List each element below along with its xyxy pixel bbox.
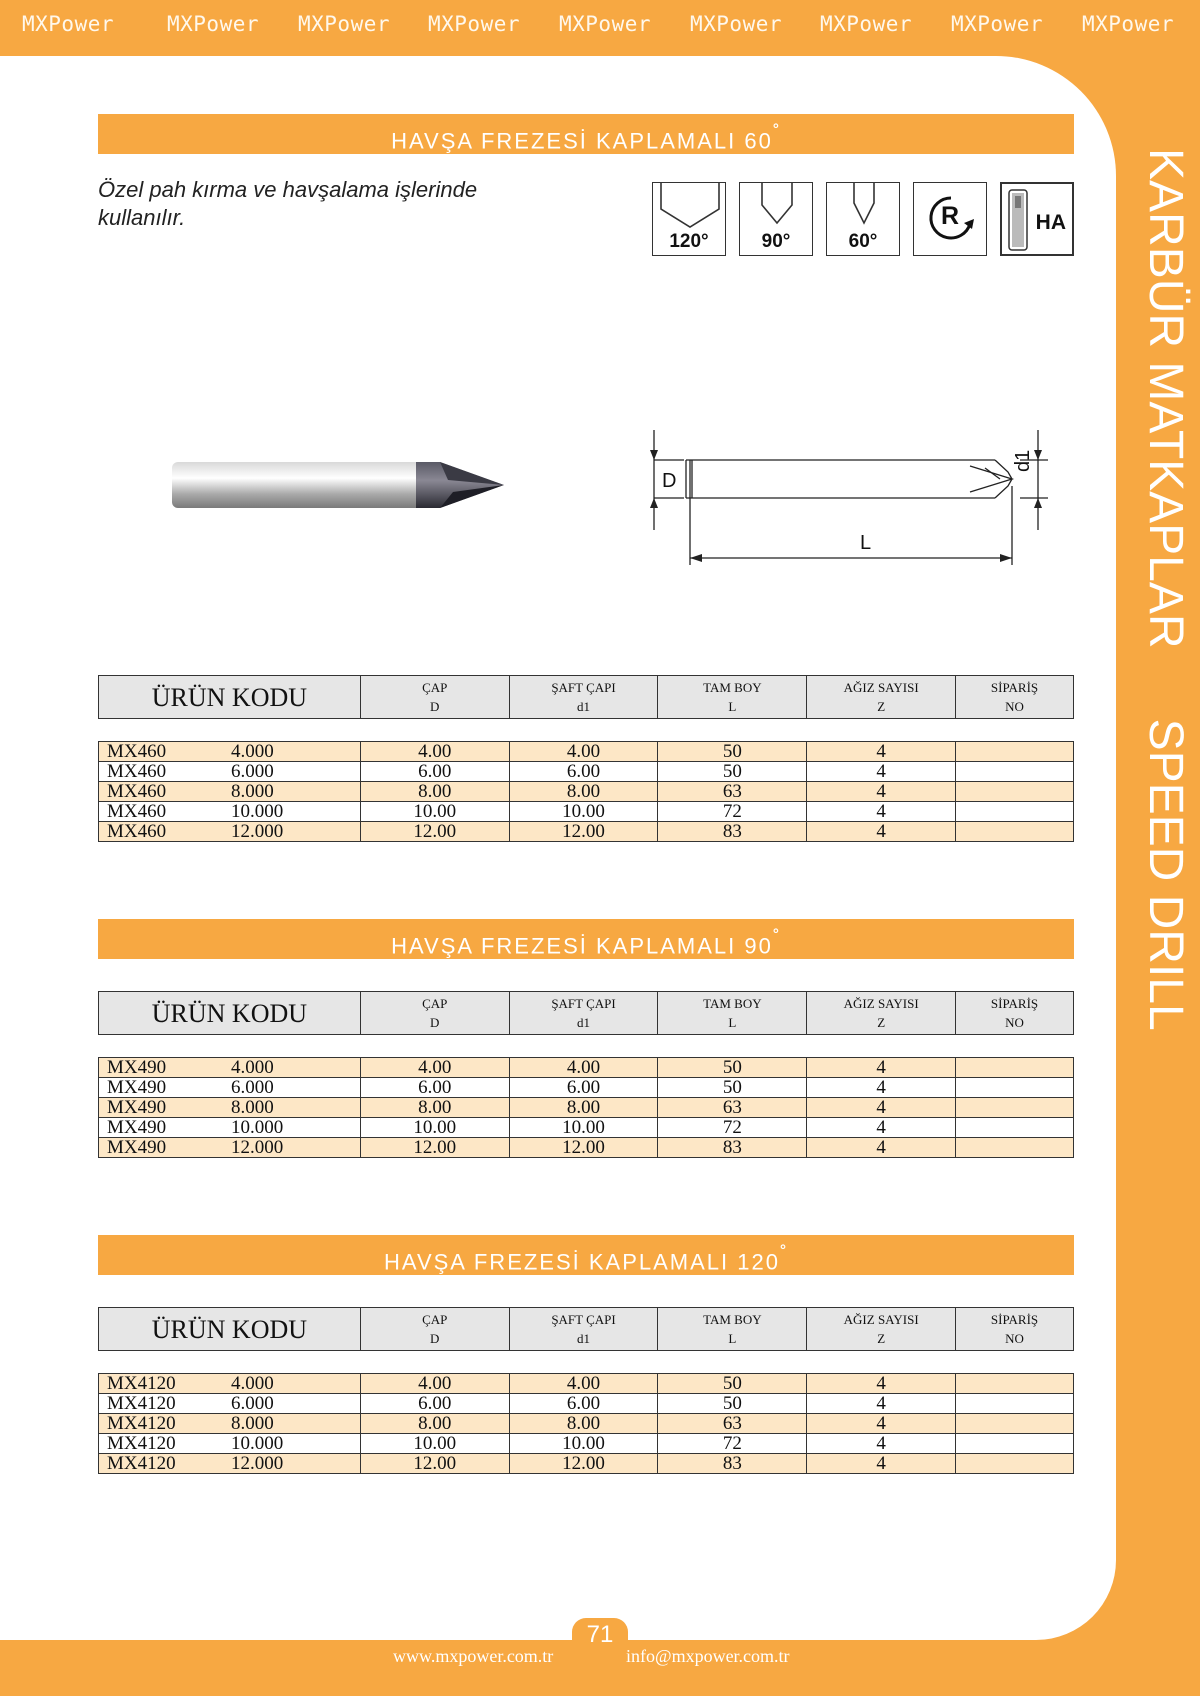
header-product-code: ÜRÜN KODU — [99, 676, 361, 719]
header-shank-diameter — [509, 1308, 658, 1351]
length-cell: 83 — [658, 1138, 807, 1158]
product-code: MX490 — [107, 1137, 167, 1158]
header-line: ŞAFT ÇAPI — [551, 996, 616, 1011]
header-flutes — [807, 676, 956, 719]
order-no-cell[interactable] — [956, 1414, 1074, 1434]
website-link[interactable]: www.mxpower.com.tr — [393, 1646, 554, 1666]
flutes-cell: 4 — [807, 1138, 956, 1158]
page-number: 71 — [572, 1618, 628, 1648]
shank-cell: 12.00 — [509, 822, 658, 842]
table-row — [99, 1414, 1074, 1434]
flutes-cell: 4 — [807, 782, 956, 802]
dimension-diagram — [640, 420, 1060, 570]
product-size: 12.000 — [231, 821, 284, 842]
table-row — [99, 782, 1074, 802]
product-code-cell — [99, 1374, 361, 1394]
header-line: L — [728, 699, 737, 714]
diameter-cell: 6.00 — [360, 1394, 509, 1414]
diameter-cell: 8.00 — [360, 1098, 509, 1118]
side-banner-category: KARBÜR MATKAPLAR — [1139, 148, 1192, 649]
length-cell: 50 — [658, 1058, 807, 1078]
header-line: Z — [877, 699, 886, 714]
order-no-cell[interactable] — [956, 762, 1074, 782]
length-cell: 83 — [658, 822, 807, 842]
header-shank-diameter — [509, 992, 658, 1035]
product-code-cell — [99, 1454, 361, 1474]
section-title-90 — [98, 919, 1074, 959]
header-line: d1 — [577, 1015, 591, 1030]
order-no-cell[interactable] — [956, 1138, 1074, 1158]
diameter-cell: 6.00 — [360, 762, 509, 782]
product-code-cell — [99, 1434, 361, 1454]
order-no-cell[interactable] — [956, 1078, 1074, 1098]
flutes-cell: 4 — [807, 802, 956, 822]
product-size: 4.000 — [231, 741, 274, 762]
table-row — [99, 1394, 1074, 1414]
brand-text: MXPower — [167, 12, 260, 36]
length-cell: 72 — [658, 1118, 807, 1138]
header-line: AĞIZ SAYISI — [843, 996, 919, 1011]
section-title-60 — [98, 114, 1074, 154]
product-code-cell — [99, 802, 361, 822]
table-row — [99, 1374, 1074, 1394]
header-line: AĞIZ SAYISI — [843, 1312, 919, 1327]
table-row — [99, 1434, 1074, 1454]
product-code: MX4120 — [107, 1413, 176, 1434]
flutes-cell: 4 — [807, 1118, 956, 1138]
diameter-cell: 10.00 — [360, 1434, 509, 1454]
section-title-text: HAVŞA FREZESİ KAPLAMALI 90 — [391, 933, 773, 959]
angle-60-icon — [826, 182, 900, 256]
product-size: 10.000 — [231, 1117, 284, 1138]
flutes-cell: 4 — [807, 1394, 956, 1414]
degree-mark: ° — [779, 1242, 788, 1259]
product-code: MX4120 — [107, 1433, 176, 1454]
product-code: MX4120 — [107, 1393, 176, 1414]
flutes-cell: 4 — [807, 1058, 956, 1078]
angle-90-icon — [739, 182, 813, 256]
flutes-cell: 4 — [807, 1414, 956, 1434]
email-link[interactable]: info@mxpower.com.tr — [626, 1646, 790, 1666]
diameter-cell: 10.00 — [360, 802, 509, 822]
header-line: D — [430, 699, 440, 714]
header-line: D — [430, 1015, 440, 1030]
section-title-text: HAVŞA FREZESİ KAPLAMALI 60 — [391, 128, 773, 154]
product-code: MX490 — [107, 1117, 167, 1138]
product-size: 8.000 — [231, 781, 274, 802]
table-header-row — [99, 992, 1074, 1035]
length-cell: 72 — [658, 1434, 807, 1454]
diameter-cell: 8.00 — [360, 1414, 509, 1434]
shank-ha-icon — [1000, 182, 1074, 256]
product-code-cell — [99, 822, 361, 842]
product-code-cell — [99, 1394, 361, 1414]
product-size: 6.000 — [231, 761, 274, 782]
product-size: 10.000 — [231, 1433, 284, 1454]
header-diameter — [360, 676, 509, 719]
header-flutes — [807, 992, 956, 1035]
order-no-cell[interactable] — [956, 1454, 1074, 1474]
brand-text: MXPower — [1082, 12, 1175, 36]
angle-90-label: 90° — [761, 231, 791, 252]
table-row — [99, 762, 1074, 782]
order-no-cell[interactable] — [956, 1434, 1074, 1454]
header-diameter — [360, 1308, 509, 1351]
product-code-cell — [99, 762, 361, 782]
degree-mark: ° — [772, 121, 781, 138]
length-cell: 63 — [658, 1414, 807, 1434]
product-code-cell — [99, 742, 361, 762]
flutes-cell: 4 — [807, 762, 956, 782]
flutes-cell: 4 — [807, 1374, 956, 1394]
shank-cell: 8.00 — [509, 1414, 658, 1434]
diameter-cell: 8.00 — [360, 782, 509, 802]
header-line: AĞIZ SAYISI — [843, 680, 919, 695]
section-title-120 — [98, 1235, 1074, 1275]
length-cell: 50 — [658, 742, 807, 762]
flutes-cell: 4 — [807, 1454, 956, 1474]
shank-cell: 10.00 — [509, 802, 658, 822]
order-no-cell[interactable] — [956, 822, 1074, 842]
header-line: ÇAP — [422, 1312, 448, 1327]
header-product-code: ÜRÜN KODU — [99, 1308, 361, 1351]
header-line: ÇAP — [422, 680, 448, 695]
header-line: ÇAP — [422, 996, 448, 1011]
diameter-cell: 12.00 — [360, 1138, 509, 1158]
product-code: MX490 — [107, 1077, 167, 1098]
table-row — [99, 1454, 1074, 1474]
header-order-no — [956, 676, 1074, 719]
header-line: d1 — [577, 1331, 591, 1346]
product-code: MX460 — [107, 761, 167, 782]
header-line: NO — [1005, 1015, 1024, 1030]
length-cell: 63 — [658, 1098, 807, 1118]
diameter-cell: 12.00 — [360, 822, 509, 842]
header-line: d1 — [577, 699, 591, 714]
diameter-cell: 6.00 — [360, 1078, 509, 1098]
product-code: MX460 — [107, 741, 167, 762]
shank-cell: 10.00 — [509, 1118, 658, 1138]
length-cell: 50 — [658, 1078, 807, 1098]
shank-cell: 4.00 — [509, 742, 658, 762]
spec-table-60 — [98, 675, 1074, 842]
brand-text: MXPower — [22, 12, 115, 36]
angle-120-icon — [652, 182, 726, 256]
shank-cell: 12.00 — [509, 1454, 658, 1474]
spec-table-90 — [98, 991, 1074, 1158]
spec-table-120 — [98, 1307, 1074, 1474]
product-code: MX460 — [107, 801, 167, 822]
flutes-cell: 4 — [807, 1078, 956, 1098]
flutes-cell: 4 — [807, 1434, 956, 1454]
table-row — [99, 822, 1074, 842]
table-row — [99, 1138, 1074, 1158]
order-no-cell[interactable] — [956, 742, 1074, 762]
brand-text: MXPower — [428, 12, 521, 36]
shank-cell: 12.00 — [509, 1138, 658, 1158]
order-no-cell[interactable] — [956, 802, 1074, 822]
order-no-cell[interactable] — [956, 1098, 1074, 1118]
header-line: Z — [877, 1015, 886, 1030]
header-line: SİPARİŞ — [990, 1312, 1039, 1327]
table-header-row — [99, 676, 1074, 719]
flutes-cell: 4 — [807, 742, 956, 762]
header-line: L — [728, 1331, 737, 1346]
angle-120-label: 120° — [669, 231, 709, 252]
header-length — [658, 992, 807, 1035]
shank-ha-label: HA — [1035, 211, 1066, 234]
dimension-label-d1: d1 — [1012, 449, 1034, 472]
header-order-no — [956, 992, 1074, 1035]
header-line: TAM BOY — [703, 680, 762, 695]
length-cell: 63 — [658, 782, 807, 802]
header-line: NO — [1005, 699, 1024, 714]
product-size: 12.000 — [231, 1137, 284, 1158]
product-code: MX460 — [107, 821, 167, 842]
header-line: ŞAFT ÇAPI — [551, 1312, 616, 1327]
shank-cell: 8.00 — [509, 782, 658, 802]
top-brand-band — [0, 0, 1200, 56]
product-code: MX490 — [107, 1057, 167, 1078]
angle-60-label: 60° — [848, 231, 878, 252]
shank-cell: 4.00 — [509, 1374, 658, 1394]
header-line: TAM BOY — [703, 1312, 762, 1327]
shank-cell: 6.00 — [509, 1078, 658, 1098]
product-code-cell — [99, 1118, 361, 1138]
diameter-cell: 4.00 — [360, 1374, 509, 1394]
header-order-no — [956, 1308, 1074, 1351]
dimension-label-D: D — [662, 470, 677, 492]
degree-mark: ° — [772, 926, 781, 943]
brand-text: MXPower — [559, 12, 652, 36]
brand-text: MXPower — [298, 12, 391, 36]
rotation-label: R — [940, 202, 960, 230]
table-row — [99, 742, 1074, 762]
side-banner-product: SPEED DRILL — [1139, 718, 1192, 1031]
diameter-cell: 10.00 — [360, 1118, 509, 1138]
table-row — [99, 802, 1074, 822]
order-no-cell[interactable] — [956, 782, 1074, 802]
shank-cell: 10.00 — [509, 1434, 658, 1454]
length-cell: 72 — [658, 802, 807, 822]
product-size: 8.000 — [231, 1097, 274, 1118]
header-line: TAM BOY — [703, 996, 762, 1011]
length-cell: 50 — [658, 1394, 807, 1414]
header-shank-diameter — [509, 676, 658, 719]
header-line: NO — [1005, 1331, 1024, 1346]
product-code-cell — [99, 1058, 361, 1078]
right-hand-rotation-icon — [913, 182, 987, 256]
shank-cell: 4.00 — [509, 1058, 658, 1078]
product-size: 4.000 — [231, 1373, 274, 1394]
product-size: 4.000 — [231, 1057, 274, 1078]
order-no-cell[interactable] — [956, 1374, 1074, 1394]
header-line: SİPARİŞ — [990, 680, 1039, 695]
table-row — [99, 1058, 1074, 1078]
product-code-cell — [99, 1078, 361, 1098]
table-row — [99, 1098, 1074, 1118]
header-line: Z — [877, 1331, 886, 1346]
product-size: 10.000 — [231, 801, 284, 822]
header-line: L — [728, 1015, 737, 1030]
table-header-row — [99, 1308, 1074, 1351]
product-code: MX4120 — [107, 1453, 176, 1474]
header-product-code: ÜRÜN KODU — [99, 992, 361, 1035]
product-code-cell — [99, 1138, 361, 1158]
shank-cell: 6.00 — [509, 762, 658, 782]
diameter-cell: 4.00 — [360, 742, 509, 762]
header-line: D — [430, 1331, 440, 1346]
product-code-cell — [99, 1098, 361, 1118]
table-row — [99, 1078, 1074, 1098]
product-size: 8.000 — [231, 1413, 274, 1434]
product-code-cell — [99, 782, 361, 802]
product-code: MX4120 — [107, 1373, 176, 1394]
product-code: MX490 — [107, 1097, 167, 1118]
product-code: MX460 — [107, 781, 167, 802]
header-length — [658, 676, 807, 719]
header-line: SİPARİŞ — [990, 996, 1039, 1011]
diameter-cell: 4.00 — [360, 1058, 509, 1078]
section-title-text: HAVŞA FREZESİ KAPLAMALI 120 — [384, 1249, 780, 1275]
brand-text: MXPower — [951, 12, 1044, 36]
diameter-cell: 12.00 — [360, 1454, 509, 1474]
header-line: ŞAFT ÇAPI — [551, 680, 616, 695]
dimension-label-L: L — [860, 532, 872, 554]
header-diameter — [360, 992, 509, 1035]
brand-text: MXPower — [690, 12, 783, 36]
table-row — [99, 1118, 1074, 1138]
order-no-cell[interactable] — [956, 1394, 1074, 1414]
shank-cell: 8.00 — [509, 1098, 658, 1118]
product-description: Özel pah kırma ve havşalama işlerinde kullanılır. — [98, 177, 478, 230]
length-cell: 83 — [658, 1454, 807, 1474]
countersink-tool-photo — [168, 450, 508, 520]
brand-text: MXPower — [820, 12, 913, 36]
header-flutes — [807, 1308, 956, 1351]
order-no-cell[interactable] — [956, 1058, 1074, 1078]
flutes-cell: 4 — [807, 1098, 956, 1118]
flutes-cell: 4 — [807, 822, 956, 842]
product-code-cell — [99, 1414, 361, 1434]
product-size: 12.000 — [231, 1453, 284, 1474]
length-cell: 50 — [658, 1374, 807, 1394]
header-length — [658, 1308, 807, 1351]
length-cell: 50 — [658, 762, 807, 782]
product-size: 6.000 — [231, 1393, 274, 1414]
side-banner — [1138, 148, 1193, 1031]
order-no-cell[interactable] — [956, 1118, 1074, 1138]
product-size: 6.000 — [231, 1077, 274, 1098]
shank-cell: 6.00 — [509, 1394, 658, 1414]
